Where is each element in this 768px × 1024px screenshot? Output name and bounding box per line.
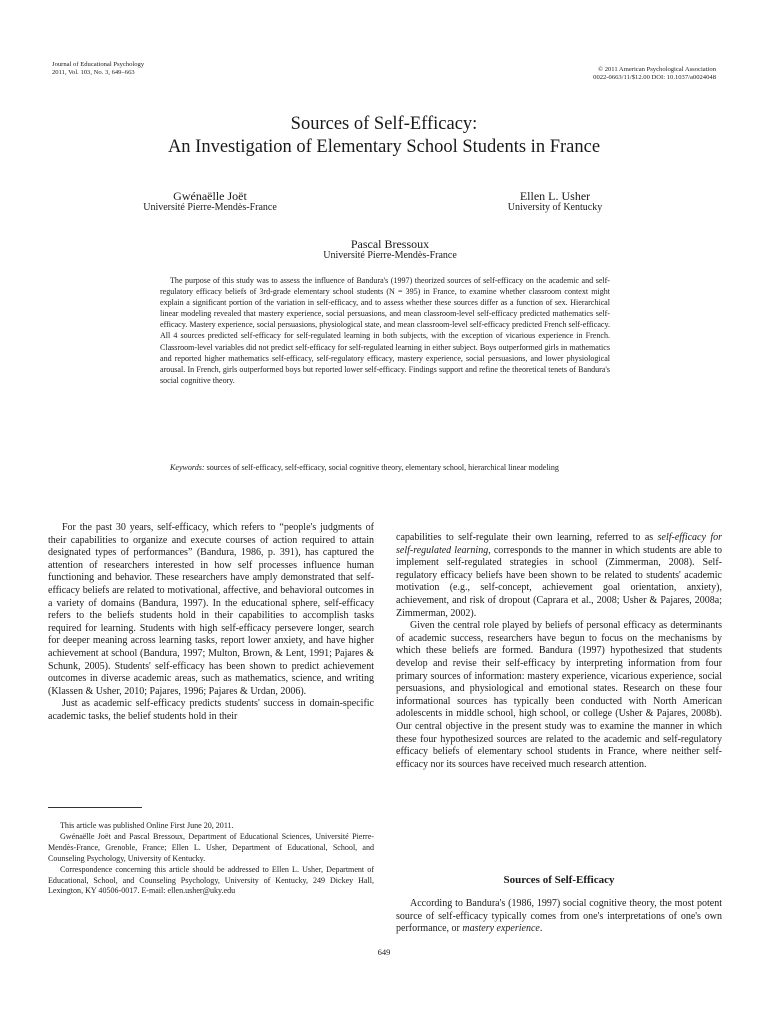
right-column bbox=[396, 532, 722, 771]
author-affiliation: Université Pierre-Mendès-France bbox=[323, 250, 457, 261]
text-run: , corresponds to the manner in which students are able to implement self-regulated strategies in school (Zimmerman, 2008). Self-regulatory efficacy beliefs have been shown to be related to students' academic motivation (e.g., self-concept, achievement goal orientation, anxiety), achievement, and risk of dropout (Caprara et al., 2008; Usher & Pajares, 2008a; Zimmerman, 2002). bbox=[396, 544, 723, 619]
author-affiliation: University of Kentucky bbox=[507, 202, 603, 213]
section-heading: Sources of Self-Efficacy bbox=[503, 874, 615, 886]
paragraph bbox=[396, 532, 722, 620]
journal-volume: 2011, Vol. 103, No. 3, 649–663 bbox=[52, 69, 135, 76]
page-number: 649 bbox=[377, 947, 391, 957]
footnotes bbox=[48, 821, 374, 897]
copyright-header bbox=[593, 66, 716, 81]
text-run: According to Bandura's (1986, 1997) social cognitive theory, the most potent source of self-efficacy typically comes from one's interpretations of one's own performance, or bbox=[396, 898, 722, 935]
article-title bbox=[0, 113, 768, 159]
keywords-text: sources of self-efficacy, self-efficacy, social cognitive theory, elementary school, hierarchical linear modeling bbox=[206, 463, 559, 472]
author-name: Ellen L. Usher bbox=[519, 189, 591, 203]
abstract: The purpose of this study was to assess the influence of Bandura's (1997) theorized sources of self-efficacy on the academic and self-regulatory efficacy beliefs of 3rd-grade elementary school students (N = 395) in France, to examine whether classroom context might explain a significant portion of the variation in self-efficacy, and to assess whether these sources differ as a function of sex. Hierarchical linear modeling revealed that mastery experience, social persuasions, and mean classroom-level self-efficacy predicted mathematics self-efficacy. Mastery experience, social persuasions, physiological state, and mean classroom-level self-efficacy predicted French self-efficacy. All 4 sources predicted self-efficacy for self-regulated learning in both subjects, with the exception of vicarious experience in French. Classroom-level variables did not predict self-efficacy for self-regulated learning in either subject. Boys outperformed girls in mathematics and reported higher mathematics self-efficacy, self-regulatory efficacy, mastery experience, social persuasions, and lower physiological arousal. In French, girls outperformed boys but reported lower self-efficacy. Findings support and refine the theoretical tenets of Bandura's social cognitive theory. bbox=[160, 276, 610, 385]
footnote-divider bbox=[48, 807, 142, 808]
author-block-2 bbox=[460, 190, 650, 214]
author-block-3 bbox=[270, 238, 510, 262]
title-line-2: An Investigation of Elementary School Students in France bbox=[167, 137, 601, 157]
author-name: Pascal Bressoux bbox=[350, 237, 430, 251]
author-affiliation: Université Pierre-Mendès-France bbox=[143, 202, 277, 213]
title-line-1: Sources of Self-Efficacy: bbox=[290, 114, 478, 134]
footnote: Gwénaëlle Joët and Pascal Bressoux, Department of Educational Sciences, Université Pierre-Mendès-France, Grenoble, France; Ellen L. Usher, Department of Educational, School, and Counseling Psychology, University of Kentucky. bbox=[48, 831, 374, 863]
paragraph: Given the central role played by beliefs of personal efficacy as determinants of academic success, researchers have begun to focus on the mechanisms by which these beliefs are formed. Bandura (1997) hypothesized that students develop and revise their self-efficacy by interpreting information from four primary sources of information: mastery experience, vicarious experience, social persuasions, and physiological and emotional states. Research on these four informational sources has typically been conducted with North American adolescents in middle school, high school, or college (Usher & Pajares, 2008b). Our central objective in the present study was to examine the manner in which these four hypothesized sources are related to the academic and self-regulatory efficacy beliefs of elementary school students in France, where neither self-efficacy nor its sources have received much research attention. bbox=[396, 620, 722, 770]
footnote: Correspondence concerning this article should be addressed to Ellen L. Usher, Department of Educational, School, and Counseling Psychology, University of Kentucky, 249 Dickey Hall, Lexington, KY 40506-0017. E-mail: ellen.usher@uky.edu bbox=[48, 864, 374, 896]
keywords-label: Keywords: bbox=[170, 463, 205, 472]
paragraph: For the past 30 years, self-efficacy, which refers to “people's judgments of their capabilities to organize and execute courses of action required to attain designated types of performances” (Bandura, 1986, p. 391), has captured the attention of researchers interested in how self processes influence human functioning and behavior. These researchers have amply demonstrated that self-efficacy beliefs are related to motivational, affective, and behavioral outcomes in a variety of domains (Bandura, 1997). In the educational sphere, self-efficacy refers to the beliefs students hold in their capabilities to accomplish tasks required for learning. Students with high self-efficacy persevere longer, search for deeper meaning across learning tasks, report lower anxiety, and have higher achievement at school (Bandura, 1997; Multon, Brown, & Lent, 1991; Pajares & Schunk, 2005). Students' self-efficacy has been shown to predict achievement outcomes in diverse academic areas, such as mathematics, science, and writing (Klassen & Usher, 2010; Pajares, 1996; Pajares & Urdan, 2006). bbox=[48, 522, 374, 697]
copyright-line: © 2011 American Psychological Association bbox=[598, 66, 716, 73]
doi-line: 0022-0663/11/$12.00 DOI: 10.1037/a0024048 bbox=[593, 73, 716, 81]
left-column bbox=[48, 522, 374, 724]
footnote: This article was published Online First June 20, 2011. bbox=[60, 821, 234, 830]
right-column-continued bbox=[396, 898, 722, 936]
author-block-1 bbox=[100, 190, 320, 214]
emphasis-term: self-efficacy for self-regulated learning bbox=[396, 532, 723, 556]
author-name: Gwénaëlle Joët bbox=[173, 189, 247, 203]
journal-name: Journal of Educational Psychology bbox=[52, 61, 145, 68]
journal-header bbox=[52, 61, 144, 77]
paragraph bbox=[396, 898, 722, 936]
keywords bbox=[160, 462, 610, 473]
paragraph: Just as academic self-efficacy predicts students' success in domain-specific academic tasks, the belief students hold in their bbox=[48, 698, 374, 722]
emphasis-term: mastery experience bbox=[462, 923, 540, 935]
text-run: . bbox=[539, 923, 543, 935]
text-run: capabilities to self-regulate their own learning, referred to as bbox=[396, 532, 658, 543]
